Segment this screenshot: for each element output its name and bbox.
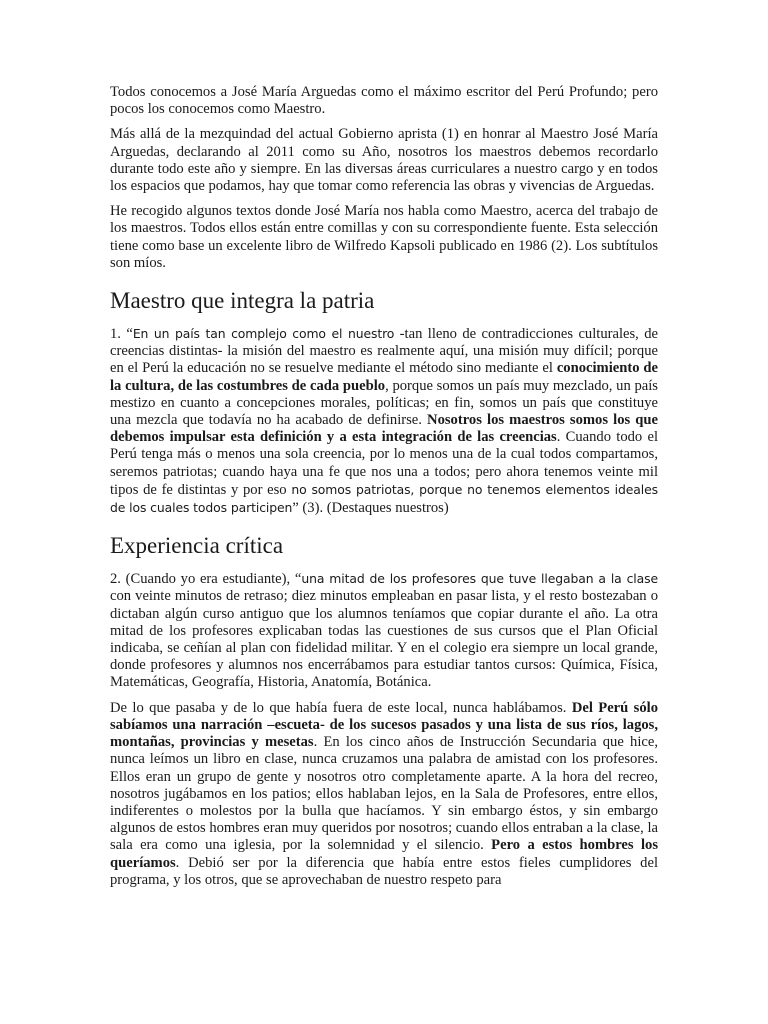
document-page [110, 84, 658, 897]
body-text: -tan lleno de contradicciones culturales, de creencias distintas- la misión del maestro es realmente aquí, una misión muy difícil; porque en el Perú la educación no se resuelve mediante el método sino mediante el [110, 326, 658, 377]
section1-paragraph [110, 325, 658, 517]
section-heading-maestro: Maestro que integra la patria [110, 288, 375, 314]
section2-paragraph-2 [110, 700, 658, 889]
emphasis-text: Pero a estos hombres los queríamos [110, 837, 659, 871]
section-heading-experiencia: Experiencia crítica [110, 533, 284, 559]
body-text: con veinte minutos de retraso; diez minutos empleaban en pasar lista, y el resto bostezaban o dictaban algún curso antiguo que los alumnos teníamos que copiar durante el año. La otra mitad de los profesores explicaban todas las cuestiones de sus cursos que el Plan Oficial indicaba, se ceñían al plan con fidelidad militar. Y en el colegio era siempre un local grande, donde profesores y alumnos nos encerrábamos para estudiar tantos cursos: Química, Física, Matemáticas, Geografía, Historia, Anatomía, Botánica. [110, 588, 658, 691]
body-text: . En los cinco años de Instrucción Secundaria que hice, nunca leímos un libro en clase, nunca cruzamos una palabra de amistad con los profesores. Ellos eran un grupo de gente y nosotros otro completamente aparte. A la hora del recreo, nosotros jugábamos en los patios; ellos hablaban lejos, en la Sala de Profesores, entre ellos, indiferentes o molestos por la bulla que hacíamos. Y sin embargo éstos, y sin embargo algunos de estos hombres eran muy queridos por nosotros; cuando ellos entraban a la clase, la sala era como una iglesia, por la solemnidad y el silencio. [110, 734, 658, 854]
body-text: . Cuando todo el Perú tenga más o menos una sola creencia, por lo menos una de la cual todos compartamos, seremos patriotas; cuando haya una fe que nos una a todos; pero ahora tenemos veinte mil tipos de fe distintas y por eso [110, 429, 658, 498]
body-text: , porque somos un país muy mezclado, un país mestizo en cuanto a concepciones morales, políticas; en fin, somos un país que constituye una mezcla que todavía no ha acabado de definirse. [110, 377, 658, 429]
quote-text-highlight: En un país tan complejo como el nuestro [132, 326, 395, 342]
emphasis-text: Del Perú sólo sabíamos una narración –escueta- de los sucesos pasados y una lista de sus ríos, lagos, montañas, provincias y mesetas [110, 699, 658, 751]
quote-open: 1. “ [110, 326, 133, 343]
intro-paragraph-2: Más allá de la mezquindad del actual Gobierno aprista (1) en honrar al Maestro José María Arguedas, declarando al 2011 como su Año, nosotros los maestros debemos recordarlo durante todo este año y siempre. En las diversas áreas curriculares a nuestro cargo y en todos los espacios que podamos, hay que tomar como referencia las obras y vivencias de Arguedas. [110, 126, 658, 195]
intro-paragraph-1: Todos conocemos a José María Arguedas como el máximo escritor del Perú Profundo; pero pocos los conocemos como Maestro. [110, 84, 658, 118]
section2-paragraph-1 [110, 570, 658, 691]
quote-text-highlight: no somos patriotas, porque no tenemos elementos ideales de los cuales todos participen [110, 481, 658, 516]
emphasis-text: Nosotros los maestros somos los que debemos impulsar esta definición y a esta integración de las creencias [110, 412, 658, 446]
intro-paragraph-3: He recogido algunos textos donde José María nos habla como Maestro, acerca del trabajo de los maestros. Todos ellos están entre comillas y con su correspondiente fuente. Esta selección tiene como base un excelente libro de Wilfredo Kapsoli publicado en 1986 (2). Los subtítulos son míos. [110, 203, 658, 271]
body-text: 2. (Cuando yo era estudiante), “ [110, 571, 302, 588]
quote-close: ” (3). (Destaques nuestros) [292, 500, 449, 517]
body-text: . Debió ser por la diferencia que había entre estos fieles cumplidores del programa, y los otros, que se aprovechaban de nuestro respeto para [110, 854, 658, 888]
quote-text-highlight: una mitad de los profesores que tuve llegaban a la clase [301, 571, 658, 587]
body-text: De lo que pasaba y de lo que había fuera de este local, nunca hablábamos. [110, 699, 572, 716]
emphasis-text: conocimiento de la cultura, de las costumbres de cada pueblo [110, 360, 659, 394]
